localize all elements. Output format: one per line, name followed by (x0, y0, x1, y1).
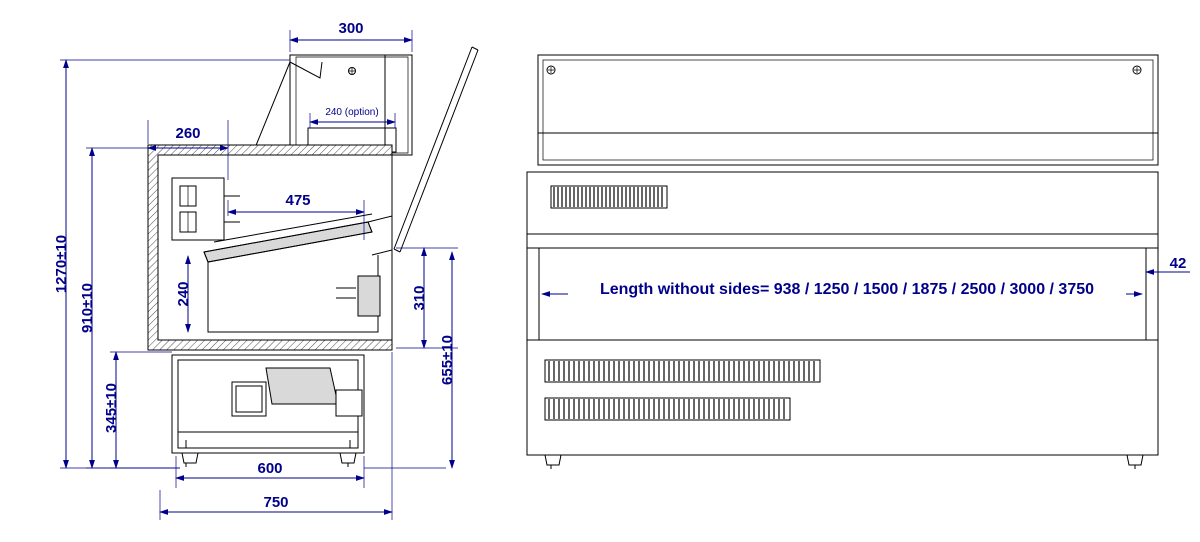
front-glass-frame (538, 55, 1158, 165)
dim-910-label: 910±10 (79, 283, 96, 333)
dim-option-width (310, 107, 395, 128)
dim-base-width (176, 456, 364, 488)
front-mid-band (527, 172, 1158, 234)
lower-panel (527, 340, 1158, 455)
dim-length-without-sides (542, 277, 1142, 299)
dim-260-label: 260 (175, 125, 201, 142)
dim-1270-label: 1270±10 (53, 234, 70, 294)
dim-240-option-label: 240 (option) (325, 107, 379, 118)
front-elevation-view (527, 55, 1190, 469)
dim-345-label: 345±10 (103, 383, 120, 433)
dim-display-depth (396, 248, 458, 348)
dim-base-height (103, 352, 180, 468)
dim-600-label: 600 (257, 460, 283, 477)
dim-top-width (290, 20, 412, 52)
dim-310-label: 310 (411, 285, 428, 311)
front-feet (545, 455, 1143, 469)
dim-655-label: 655±10 (439, 335, 456, 385)
dim-300-label: 300 (338, 20, 364, 37)
dim-42-label: 42 (1169, 255, 1187, 272)
machine-compartment (172, 355, 364, 453)
dim-240-inner-label: 240 (175, 281, 192, 307)
length-note-label: Length without sides= 938 / 1250 / 1500 / 1875 / 2500 / 3000 / 3750 (599, 281, 1095, 298)
open-glass-flap (394, 47, 478, 252)
dim-475-label: 475 (285, 192, 311, 209)
side-section-view (53, 20, 478, 520)
dim-750-label: 750 (263, 494, 289, 511)
